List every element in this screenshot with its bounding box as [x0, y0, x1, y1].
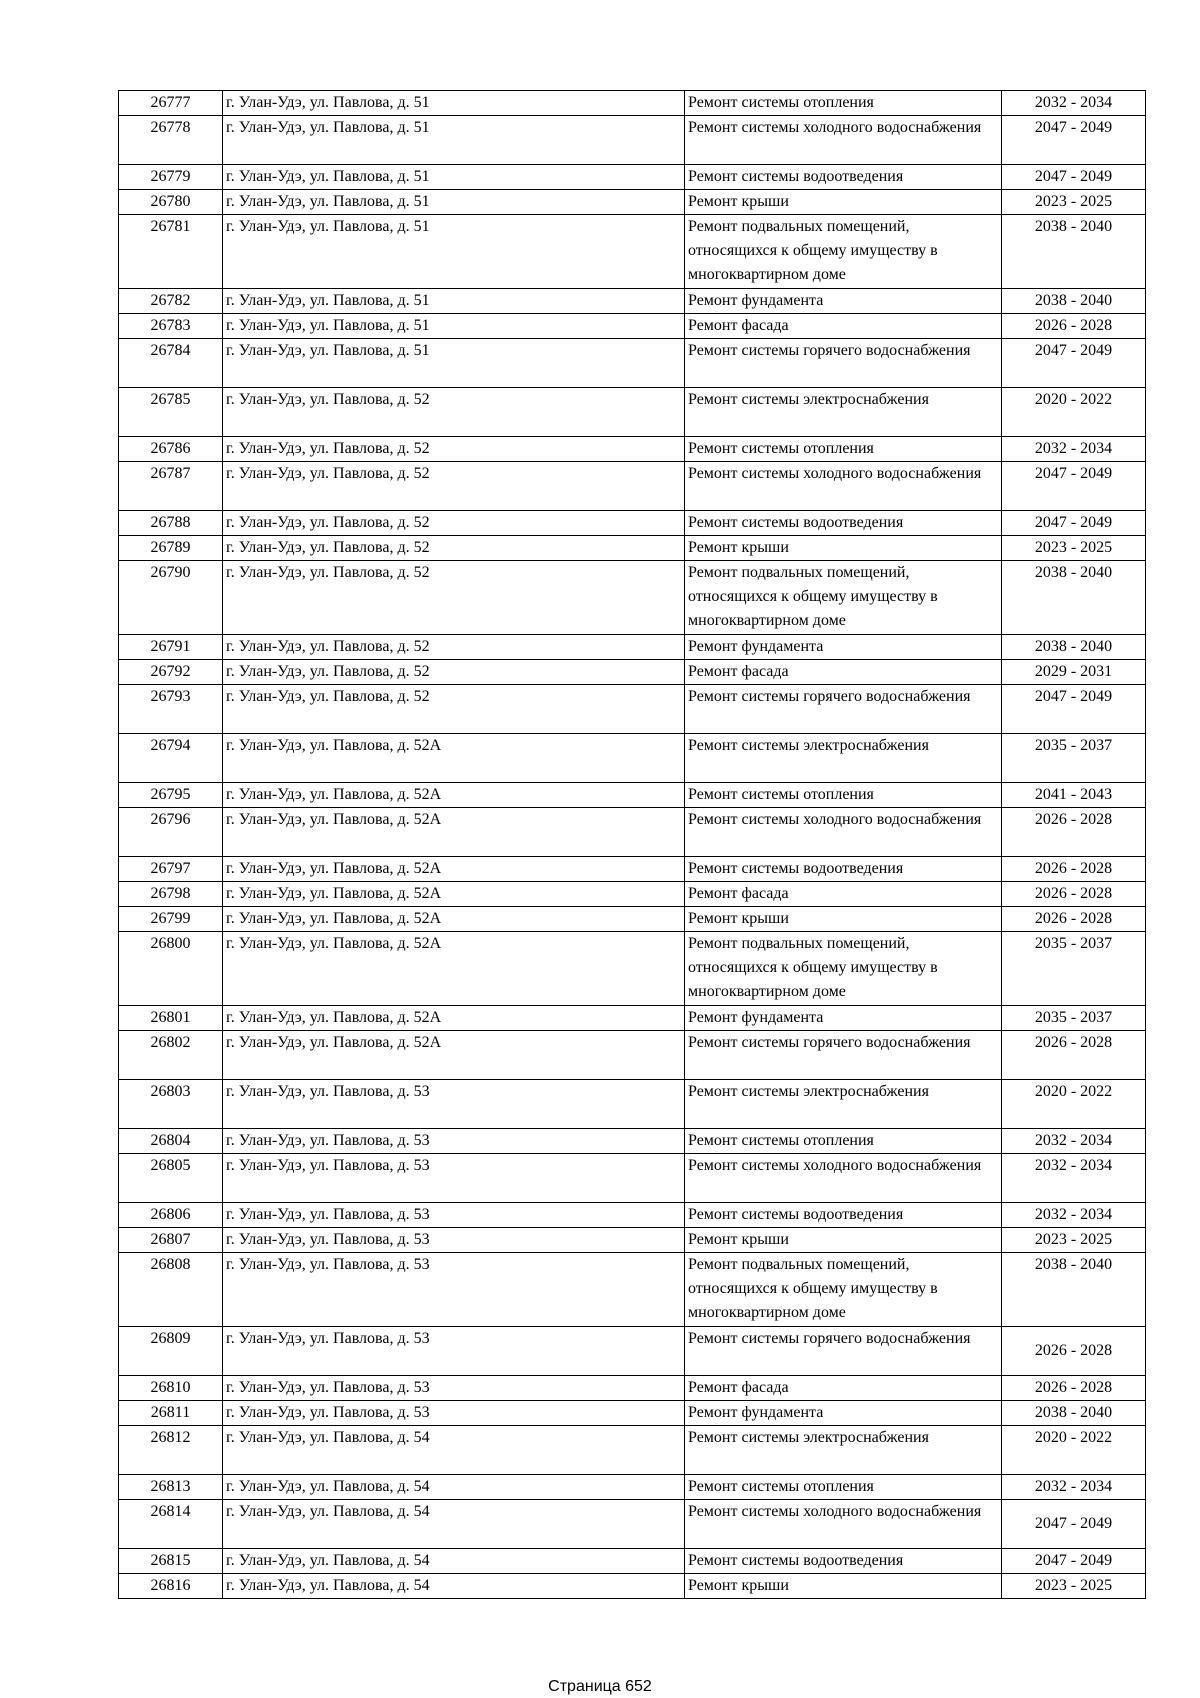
row-period: 2038 - 2040	[1002, 1253, 1146, 1327]
row-number: 26780	[119, 190, 223, 215]
row-address: г. Улан-Удэ, ул. Павлова, д. 54	[223, 1500, 685, 1549]
row-work-type: Ремонт системы холодного водоснабжения	[685, 808, 1002, 857]
row-period: 2026 - 2028	[1002, 1031, 1146, 1080]
row-period: 2020 - 2022	[1002, 1426, 1146, 1475]
row-address: г. Улан-Удэ, ул. Павлова, д. 52	[223, 536, 685, 561]
row-period: 2032 - 2034	[1002, 1129, 1146, 1154]
row-address: г. Улан-Удэ, ул. Павлова, д. 53	[223, 1253, 685, 1327]
row-work-type: Ремонт системы отопления	[685, 91, 1002, 116]
row-work-type: Ремонт системы водоотведения	[685, 1549, 1002, 1574]
row-period: 2023 - 2025	[1002, 1228, 1146, 1253]
row-address: г. Улан-Удэ, ул. Павлова, д. 53	[223, 1376, 685, 1401]
row-address: г. Улан-Удэ, ул. Павлова, д. 52А	[223, 882, 685, 907]
row-address: г. Улан-Удэ, ул. Павлова, д. 53	[223, 1080, 685, 1129]
row-address: г. Улан-Удэ, ул. Павлова, д. 51	[223, 91, 685, 116]
table-row	[119, 1327, 1146, 1376]
table-row	[119, 314, 1146, 339]
table-row	[119, 1426, 1146, 1475]
row-number: 26794	[119, 734, 223, 783]
row-work-type: Ремонт системы отопления	[685, 1129, 1002, 1154]
row-number: 26804	[119, 1129, 223, 1154]
table-row	[119, 635, 1146, 660]
table-row	[119, 932, 1146, 1006]
row-number: 26778	[119, 116, 223, 165]
row-period: 2047 - 2049	[1002, 116, 1146, 165]
row-work-type: Ремонт фасада	[685, 882, 1002, 907]
row-work-type: Ремонт фасада	[685, 314, 1002, 339]
repair-schedule-table	[118, 90, 1146, 1599]
document-page	[118, 90, 1145, 1599]
row-number: 26784	[119, 339, 223, 388]
row-work-type: Ремонт системы электроснабжения	[685, 734, 1002, 783]
row-period: 2032 - 2034	[1002, 1154, 1146, 1203]
row-number: 26812	[119, 1426, 223, 1475]
row-number: 26791	[119, 635, 223, 660]
row-number: 26816	[119, 1574, 223, 1599]
row-work-type: Ремонт системы отопления	[685, 437, 1002, 462]
row-work-type: Ремонт фасада	[685, 1376, 1002, 1401]
table-row	[119, 734, 1146, 783]
row-number: 26802	[119, 1031, 223, 1080]
row-work-type: Ремонт системы электроснабжения	[685, 1080, 1002, 1129]
row-work-type: Ремонт подвальных помещений, относящихся к общему имуществу в многоквартирном доме	[685, 1253, 1002, 1327]
row-address: г. Улан-Удэ, ул. Павлова, д. 52А	[223, 783, 685, 808]
table-row	[119, 808, 1146, 857]
row-period: 2047 - 2049	[1002, 1500, 1146, 1549]
row-work-type: Ремонт системы водоотведения	[685, 511, 1002, 536]
row-address: г. Улан-Удэ, ул. Павлова, д. 54	[223, 1475, 685, 1500]
row-period: 2041 - 2043	[1002, 783, 1146, 808]
row-address: г. Улан-Удэ, ул. Павлова, д. 52А	[223, 932, 685, 1006]
row-work-type: Ремонт системы электроснабжения	[685, 388, 1002, 437]
table-row	[119, 1574, 1146, 1599]
table-row	[119, 289, 1146, 314]
row-number: 26781	[119, 215, 223, 289]
row-address: г. Улан-Удэ, ул. Павлова, д. 51	[223, 339, 685, 388]
table-row	[119, 388, 1146, 437]
row-work-type: Ремонт системы отопления	[685, 783, 1002, 808]
row-number: 26815	[119, 1549, 223, 1574]
row-number: 26787	[119, 462, 223, 511]
row-work-type: Ремонт фасада	[685, 660, 1002, 685]
row-address: г. Улан-Удэ, ул. Павлова, д. 52	[223, 462, 685, 511]
row-period: 2032 - 2034	[1002, 91, 1146, 116]
table-row	[119, 437, 1146, 462]
row-period: 2038 - 2040	[1002, 561, 1146, 635]
row-work-type: Ремонт подвальных помещений, относящихся к общему имуществу в многоквартирном доме	[685, 932, 1002, 1006]
row-number: 26797	[119, 857, 223, 882]
row-number: 26807	[119, 1228, 223, 1253]
row-period: 2029 - 2031	[1002, 660, 1146, 685]
row-address: г. Улан-Удэ, ул. Павлова, д. 52А	[223, 1031, 685, 1080]
row-work-type: Ремонт фундамента	[685, 1006, 1002, 1031]
row-work-type: Ремонт подвальных помещений, относящихся к общему имуществу в многоквартирном доме	[685, 561, 1002, 635]
row-period: 2047 - 2049	[1002, 685, 1146, 734]
row-work-type: Ремонт крыши	[685, 1574, 1002, 1599]
row-number: 26786	[119, 437, 223, 462]
row-number: 26790	[119, 561, 223, 635]
row-number: 26803	[119, 1080, 223, 1129]
table-row	[119, 116, 1146, 165]
row-number: 26785	[119, 388, 223, 437]
row-address: г. Улан-Удэ, ул. Павлова, д. 52А	[223, 907, 685, 932]
row-number: 26798	[119, 882, 223, 907]
table-row	[119, 1376, 1146, 1401]
row-work-type: Ремонт системы горячего водоснабжения	[685, 1327, 1002, 1376]
row-number: 26801	[119, 1006, 223, 1031]
table-row	[119, 339, 1146, 388]
row-period: 2023 - 2025	[1002, 190, 1146, 215]
row-period: 2026 - 2028	[1002, 907, 1146, 932]
row-address: г. Улан-Удэ, ул. Павлова, д. 52А	[223, 808, 685, 857]
row-number: 26810	[119, 1376, 223, 1401]
row-number: 26813	[119, 1475, 223, 1500]
row-period: 2032 - 2034	[1002, 1203, 1146, 1228]
row-period: 2038 - 2040	[1002, 289, 1146, 314]
row-address: г. Улан-Удэ, ул. Павлова, д. 54	[223, 1574, 685, 1599]
row-address: г. Улан-Удэ, ул. Павлова, д. 51	[223, 116, 685, 165]
row-number: 26777	[119, 91, 223, 116]
table-row	[119, 511, 1146, 536]
row-number: 26783	[119, 314, 223, 339]
row-address: г. Улан-Удэ, ул. Павлова, д. 52	[223, 685, 685, 734]
row-address: г. Улан-Удэ, ул. Павлова, д. 52	[223, 388, 685, 437]
row-address: г. Улан-Удэ, ул. Павлова, д. 52	[223, 660, 685, 685]
row-work-type: Ремонт системы холодного водоснабжения	[685, 462, 1002, 511]
row-work-type: Ремонт фундамента	[685, 1401, 1002, 1426]
row-address: г. Улан-Удэ, ул. Павлова, д. 51	[223, 190, 685, 215]
row-work-type: Ремонт системы холодного водоснабжения	[685, 1500, 1002, 1549]
table-row	[119, 1401, 1146, 1426]
table-row	[119, 561, 1146, 635]
row-period: 2035 - 2037	[1002, 1006, 1146, 1031]
table-row	[119, 1080, 1146, 1129]
table-row	[119, 91, 1146, 116]
row-number: 26788	[119, 511, 223, 536]
table-row	[119, 1228, 1146, 1253]
row-number: 26782	[119, 289, 223, 314]
row-work-type: Ремонт крыши	[685, 1228, 1002, 1253]
table-row	[119, 907, 1146, 932]
row-period: 2032 - 2034	[1002, 437, 1146, 462]
row-number: 26793	[119, 685, 223, 734]
row-period: 2020 - 2022	[1002, 388, 1146, 437]
row-number: 26811	[119, 1401, 223, 1426]
row-number: 26808	[119, 1253, 223, 1327]
row-number: 26806	[119, 1203, 223, 1228]
row-work-type: Ремонт крыши	[685, 907, 1002, 932]
row-number: 26779	[119, 165, 223, 190]
row-work-type: Ремонт системы электроснабжения	[685, 1426, 1002, 1475]
row-period: 2026 - 2028	[1002, 1376, 1146, 1401]
row-work-type: Ремонт системы горячего водоснабжения	[685, 685, 1002, 734]
table-row	[119, 536, 1146, 561]
row-number: 26799	[119, 907, 223, 932]
row-work-type: Ремонт фундамента	[685, 635, 1002, 660]
row-period: 2047 - 2049	[1002, 165, 1146, 190]
table-row	[119, 165, 1146, 190]
row-address: г. Улан-Удэ, ул. Павлова, д. 51	[223, 289, 685, 314]
table-row	[119, 882, 1146, 907]
row-period: 2038 - 2040	[1002, 635, 1146, 660]
row-period: 2020 - 2022	[1002, 1080, 1146, 1129]
row-address: г. Улан-Удэ, ул. Павлова, д. 52	[223, 437, 685, 462]
table-row	[119, 1500, 1146, 1549]
row-work-type: Ремонт подвальных помещений, относящихся к общему имуществу в многоквартирном доме	[685, 215, 1002, 289]
row-number: 26809	[119, 1327, 223, 1376]
row-period: 2023 - 2025	[1002, 1574, 1146, 1599]
table-row	[119, 462, 1146, 511]
row-period: 2047 - 2049	[1002, 1549, 1146, 1574]
table-row	[119, 660, 1146, 685]
row-address: г. Улан-Удэ, ул. Павлова, д. 52А	[223, 857, 685, 882]
table-row	[119, 1253, 1146, 1327]
row-work-type: Ремонт крыши	[685, 190, 1002, 215]
table-row	[119, 1031, 1146, 1080]
row-period: 2038 - 2040	[1002, 215, 1146, 289]
row-address: г. Улан-Удэ, ул. Павлова, д. 52	[223, 635, 685, 660]
row-work-type: Ремонт системы горячего водоснабжения	[685, 339, 1002, 388]
table-row	[119, 1549, 1146, 1574]
table-row	[119, 1475, 1146, 1500]
row-number: 26789	[119, 536, 223, 561]
row-address: г. Улан-Удэ, ул. Павлова, д. 52А	[223, 734, 685, 783]
row-number: 26795	[119, 783, 223, 808]
row-period: 2035 - 2037	[1002, 932, 1146, 1006]
row-work-type: Ремонт крыши	[685, 536, 1002, 561]
row-address: г. Улан-Удэ, ул. Павлова, д. 53	[223, 1401, 685, 1426]
row-address: г. Улан-Удэ, ул. Павлова, д. 51	[223, 165, 685, 190]
row-work-type: Ремонт системы водоотведения	[685, 165, 1002, 190]
row-address: г. Улан-Удэ, ул. Павлова, д. 52А	[223, 1006, 685, 1031]
row-period: 2047 - 2049	[1002, 339, 1146, 388]
row-period: 2026 - 2028	[1002, 1327, 1146, 1376]
row-period: 2026 - 2028	[1002, 857, 1146, 882]
table-row	[119, 1154, 1146, 1203]
table-row	[119, 1006, 1146, 1031]
row-number: 26800	[119, 932, 223, 1006]
table-row	[119, 685, 1146, 734]
row-period: 2023 - 2025	[1002, 536, 1146, 561]
row-period: 2035 - 2037	[1002, 734, 1146, 783]
row-work-type: Ремонт системы водоотведения	[685, 857, 1002, 882]
row-work-type: Ремонт системы холодного водоснабжения	[685, 116, 1002, 165]
table-row	[119, 1203, 1146, 1228]
row-address: г. Улан-Удэ, ул. Павлова, д. 52	[223, 561, 685, 635]
row-address: г. Улан-Удэ, ул. Павлова, д. 51	[223, 314, 685, 339]
row-address: г. Улан-Удэ, ул. Павлова, д. 54	[223, 1426, 685, 1475]
row-work-type: Ремонт фундамента	[685, 289, 1002, 314]
row-period: 2026 - 2028	[1002, 314, 1146, 339]
row-period: 2047 - 2049	[1002, 511, 1146, 536]
row-number: 26814	[119, 1500, 223, 1549]
row-period: 2026 - 2028	[1002, 882, 1146, 907]
table-body	[119, 91, 1146, 1599]
row-work-type: Ремонт системы водоотведения	[685, 1203, 1002, 1228]
row-address: г. Улан-Удэ, ул. Павлова, д. 54	[223, 1549, 685, 1574]
row-address: г. Улан-Удэ, ул. Павлова, д. 53	[223, 1203, 685, 1228]
row-number: 26796	[119, 808, 223, 857]
row-period: 2026 - 2028	[1002, 808, 1146, 857]
table-row	[119, 1129, 1146, 1154]
row-work-type: Ремонт системы горячего водоснабжения	[685, 1031, 1002, 1080]
row-number: 26805	[119, 1154, 223, 1203]
table-row	[119, 857, 1146, 882]
row-address: г. Улан-Удэ, ул. Павлова, д. 52	[223, 511, 685, 536]
table-row	[119, 190, 1146, 215]
row-period: 2047 - 2049	[1002, 462, 1146, 511]
row-number: 26792	[119, 660, 223, 685]
table-row	[119, 783, 1146, 808]
page-number: Страница 652	[548, 1678, 652, 1695]
row-work-type: Ремонт системы холодного водоснабжения	[685, 1154, 1002, 1203]
row-period: 2038 - 2040	[1002, 1401, 1146, 1426]
row-address: г. Улан-Удэ, ул. Павлова, д. 53	[223, 1228, 685, 1253]
row-address: г. Улан-Удэ, ул. Павлова, д. 53	[223, 1327, 685, 1376]
row-address: г. Улан-Удэ, ул. Павлова, д. 53	[223, 1129, 685, 1154]
row-address: г. Улан-Удэ, ул. Павлова, д. 51	[223, 215, 685, 289]
row-period: 2032 - 2034	[1002, 1475, 1146, 1500]
table-row	[119, 215, 1146, 289]
row-address: г. Улан-Удэ, ул. Павлова, д. 53	[223, 1154, 685, 1203]
row-work-type: Ремонт системы отопления	[685, 1475, 1002, 1500]
